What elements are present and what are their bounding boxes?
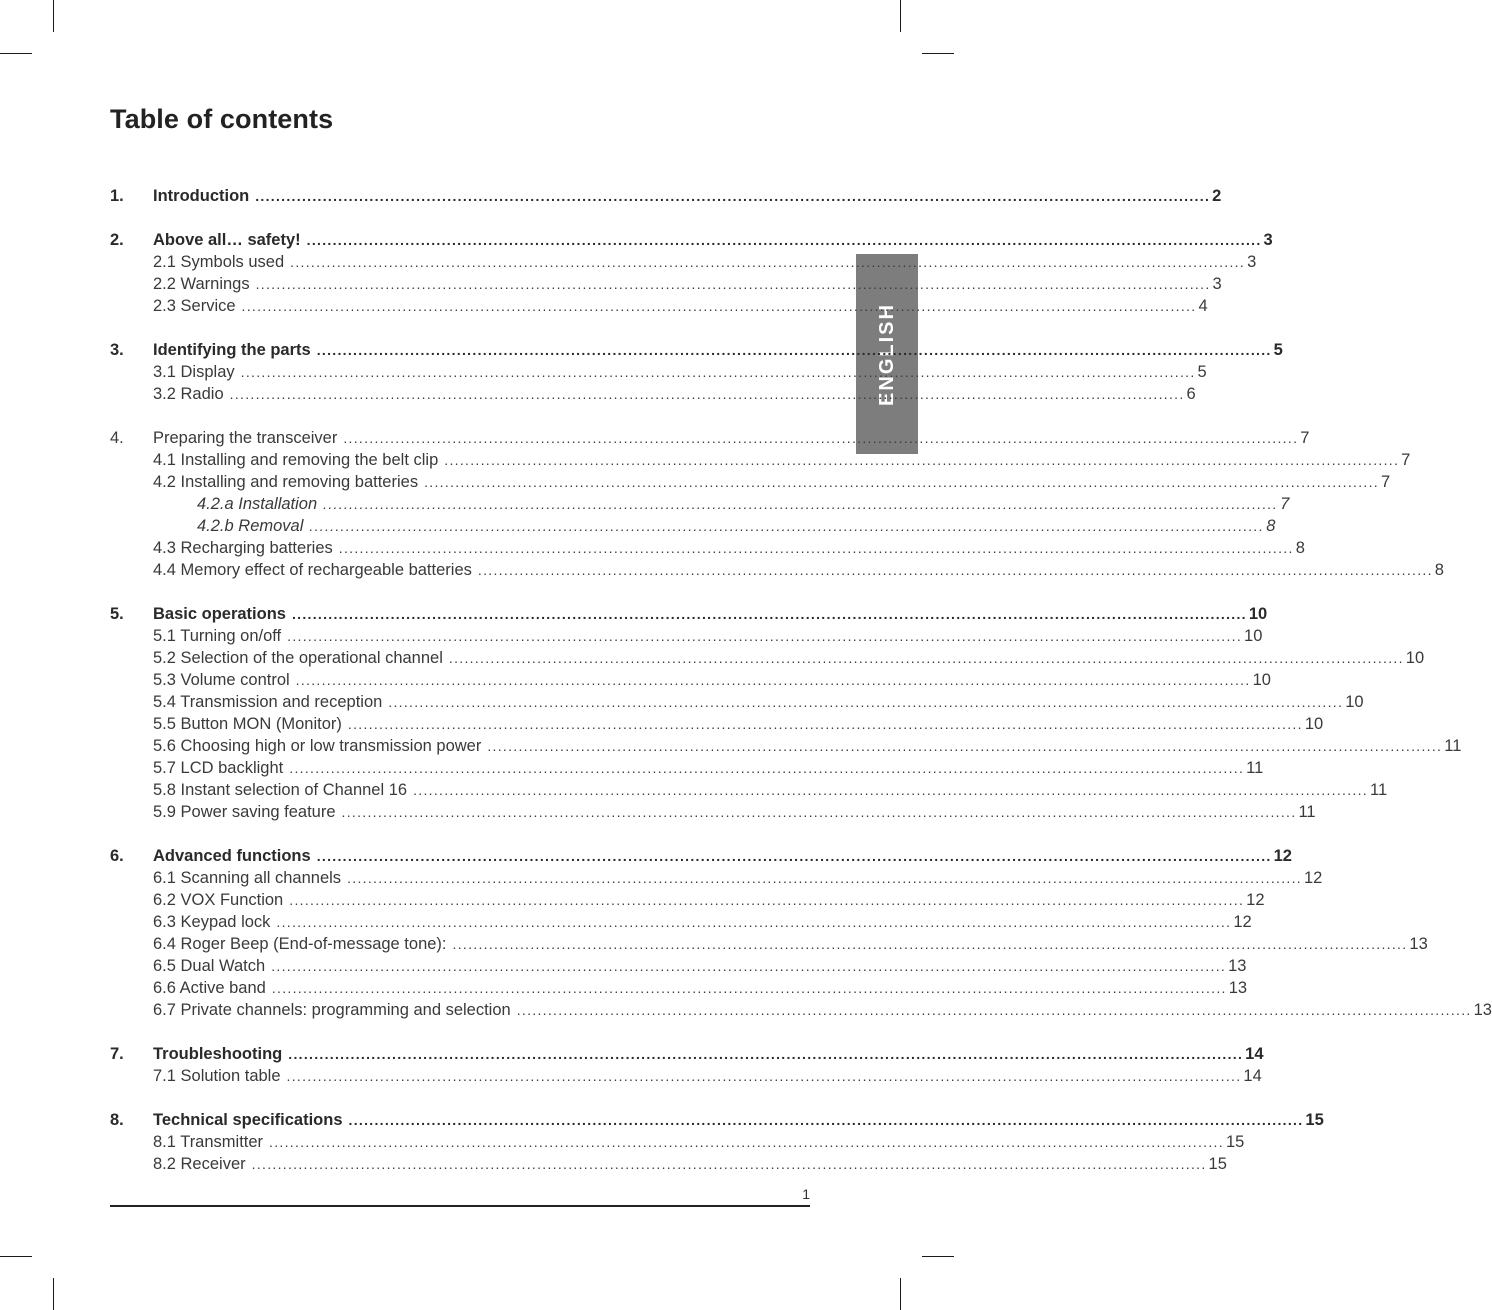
dot-leader: ........................................................................................................................................................................................ xyxy=(413,782,1368,798)
toc-chapter-entry[interactable] xyxy=(110,185,1222,207)
dot-leader: ........................................................................................................................................................................................ xyxy=(347,870,1302,886)
chapter-page-number: 7 xyxy=(1300,429,1310,447)
chapter-title: Advanced functions xyxy=(153,847,311,865)
dot-leader: ........................................................................................................................................................................................ xyxy=(343,430,1299,446)
chapter-title: Above all… safety! xyxy=(153,231,301,249)
toc-section xyxy=(110,427,1444,581)
crop-mark xyxy=(900,1278,901,1310)
toc-section xyxy=(110,1043,1264,1087)
page-title: Table of contents xyxy=(110,104,334,134)
dot-leader: ........................................................................................................................................................................................ xyxy=(452,936,1408,952)
dot-leader: ........................................................................................................................................................................................ xyxy=(271,958,1227,974)
entry-title: 5.3 Volume control xyxy=(153,671,290,689)
entry-page-number: 11 xyxy=(1298,803,1316,821)
toc-subsection-entry[interactable] xyxy=(110,999,1492,1021)
dot-leader: ........................................................................................................................................................................................ xyxy=(240,364,1196,380)
toc-subsection-entry[interactable] xyxy=(110,911,1252,933)
entry-page-number: 8 xyxy=(1295,539,1305,557)
entry-title: 4.2.b Removal xyxy=(197,517,304,535)
toc-chapter-entry[interactable] xyxy=(110,603,1268,625)
chapter-page-number: 2 xyxy=(1212,187,1222,205)
toc-subsection-entry[interactable] xyxy=(110,625,1263,647)
dot-leader: ........................................................................................................................................................................................ xyxy=(288,1046,1244,1062)
dot-leader: ........................................................................................................................................................................................ xyxy=(424,474,1379,490)
chapter-number: 2. xyxy=(110,231,124,249)
dot-leader: ........................................................................................................................................................................................ xyxy=(255,188,1211,204)
crop-mark xyxy=(53,1278,54,1310)
entry-page-number: 13 xyxy=(1473,1001,1492,1019)
dot-leader: ........................................................................................................................................................................................ xyxy=(251,1156,1207,1172)
toc-subsection-entry[interactable] xyxy=(110,735,1462,757)
entry-page-number: 15 xyxy=(1225,1133,1245,1151)
toc-chapter-entry[interactable] xyxy=(110,229,1273,251)
toc-subsection-entry[interactable] xyxy=(110,559,1444,581)
toc-chapter-entry[interactable] xyxy=(110,1043,1264,1065)
dot-leader: ........................................................................................................................................................................................ xyxy=(269,1134,1224,1150)
entry-page-number: 7 xyxy=(1380,473,1391,491)
toc-subsection-entry[interactable] xyxy=(110,383,1196,405)
entry-page-number: 11 xyxy=(1246,759,1264,777)
dot-leader: ........................................................................................................................................................................................ xyxy=(444,452,1400,468)
crop-mark xyxy=(0,1256,32,1257)
chapter-title: Basic operations xyxy=(153,605,286,623)
entry-page-number: 10 xyxy=(1244,627,1263,645)
dot-leader: ........................................................................................................................................................................................ xyxy=(347,716,1303,732)
entry-page-number: 8 xyxy=(1434,561,1444,579)
entry-title: 5.8 Instant selection of Channel 16 xyxy=(153,781,408,799)
entry-page-number: 13 xyxy=(1228,957,1247,975)
crop-mark xyxy=(53,0,54,32)
page-number: 1 xyxy=(802,1186,810,1202)
chapter-number: 3. xyxy=(110,341,124,359)
toc-subsubsection-entry[interactable] xyxy=(110,493,1290,515)
entry-page-number: 12 xyxy=(1233,913,1252,931)
toc-chapter-entry[interactable] xyxy=(110,427,1310,449)
dot-leader: ........................................................................................................................................................................................ xyxy=(287,628,1243,644)
chapter-title: Technical specifications xyxy=(153,1111,343,1129)
chapter-page-number: 14 xyxy=(1245,1045,1264,1063)
dot-leader: ........................................................................................................................................................................................ xyxy=(286,1068,1242,1084)
entry-title: 6.3 Keypad lock xyxy=(153,913,271,931)
chapter-title: Identifying the parts xyxy=(153,341,311,359)
entry-page-number: 10 xyxy=(1405,649,1425,667)
dot-leader: ........................................................................................................................................................................................ xyxy=(341,804,1297,820)
chapter-page-number: 15 xyxy=(1305,1111,1324,1129)
entry-page-number: 5 xyxy=(1197,363,1207,381)
chapter-page-number: 12 xyxy=(1273,847,1292,865)
chapter-page-number: 10 xyxy=(1248,605,1268,623)
dot-leader: ........................................................................................................................................................................................ xyxy=(295,672,1251,688)
toc-subsection-entry[interactable] xyxy=(110,471,1391,493)
entry-page-number: 14 xyxy=(1243,1067,1262,1085)
chapter-title: Troubleshooting xyxy=(153,1045,283,1063)
entry-title: 6.7 Private channels: programming and selection xyxy=(153,1001,511,1019)
entry-page-number: 12 xyxy=(1303,869,1323,887)
dot-leader: ........................................................................................................................................................................................ xyxy=(309,518,1265,534)
entry-page-number: 11 xyxy=(1370,781,1388,799)
crop-mark xyxy=(922,53,954,54)
toc-chapter-entry[interactable] xyxy=(110,1109,1324,1131)
crop-mark xyxy=(0,53,32,54)
dot-leader: ........................................................................................................................................................................................ xyxy=(291,606,1247,622)
toc-subsection-entry[interactable] xyxy=(110,889,1265,911)
entry-page-number: 3 xyxy=(1247,253,1257,271)
toc-subsubsection-entry[interactable] xyxy=(110,515,1276,537)
chapter-number: 6. xyxy=(110,847,124,865)
toc-chapter-entry[interactable] xyxy=(110,845,1292,867)
entry-page-number: 6 xyxy=(1186,385,1196,403)
toc-subsection-entry[interactable] xyxy=(110,295,1208,317)
chapter-number: 1. xyxy=(110,187,124,205)
dot-leader: ........................................................................................................................................................................................ xyxy=(290,254,1246,270)
toc-subsection-entry[interactable] xyxy=(110,1131,1245,1153)
entry-page-number: 3 xyxy=(1212,275,1222,293)
entry-page-number: 15 xyxy=(1208,1155,1227,1173)
entry-title: 6.4 Roger Beep (End-of-message tone): xyxy=(153,935,447,953)
entry-title: 6.5 Dual Watch xyxy=(153,957,266,975)
entry-page-number: 10 xyxy=(1345,693,1364,711)
entry-page-number: 7 xyxy=(1401,451,1411,469)
entry-title: 7.1 Solution table xyxy=(153,1067,281,1085)
dot-leader: ........................................................................................................................................................................................ xyxy=(477,562,1433,578)
toc-section xyxy=(110,229,1273,317)
toc-subsection-entry[interactable] xyxy=(110,867,1323,889)
toc-section xyxy=(110,185,1222,207)
entry-title: 6.2 VOX Function xyxy=(153,891,284,909)
entry-title: 6.6 Active band xyxy=(153,979,266,997)
chapter-title: Introduction xyxy=(153,187,250,205)
crop-mark xyxy=(900,0,901,32)
toc-subsection-entry[interactable] xyxy=(110,779,1388,801)
toc-subsection-entry[interactable] xyxy=(110,691,1364,713)
toc-subsection-entry[interactable] xyxy=(110,647,1425,669)
toc-chapter-entry[interactable] xyxy=(110,339,1283,361)
entry-title: 5.2 Selection of the operational channel xyxy=(153,649,443,667)
dot-leader: ........................................................................................................................................................................................ xyxy=(271,980,1227,996)
entry-title: 5.5 Button MON (Monitor) xyxy=(153,715,342,733)
dot-leader: ........................................................................................................................................................................................ xyxy=(323,496,1279,512)
entry-page-number: 10 xyxy=(1304,715,1324,733)
chapter-page-number: 5 xyxy=(1273,341,1283,359)
entry-title: 8.1 Transmitter xyxy=(153,1133,264,1151)
chapter-page-number: 3 xyxy=(1263,231,1273,249)
entry-title: 5.4 Transmission and reception xyxy=(153,693,383,711)
entry-title: 4.1 Installing and removing the belt clip xyxy=(153,451,439,469)
toc-subsection-entry[interactable] xyxy=(110,273,1222,295)
entry-title: 4.2.a Installation xyxy=(197,495,318,513)
dot-leader: ........................................................................................................................................................................................ xyxy=(316,342,1272,358)
footer-rule xyxy=(110,1205,810,1207)
dot-leader: ........................................................................................................................................................................................ xyxy=(276,914,1232,930)
entry-page-number: 8 xyxy=(1266,517,1276,535)
toc-subsection-entry[interactable] xyxy=(110,669,1271,691)
entry-page-number: 4 xyxy=(1198,297,1208,315)
dot-leader: ........................................................................................................................................................................................ xyxy=(348,1112,1304,1128)
toc-subsection-entry[interactable] xyxy=(110,361,1207,383)
entry-title: 5.6 Choosing high or low transmission power xyxy=(153,737,482,755)
toc-subsection-entry[interactable] xyxy=(110,449,1411,471)
dot-leader: ........................................................................................................................................................................................ xyxy=(316,848,1272,864)
entry-title: 8.2 Receiver xyxy=(153,1155,246,1173)
entry-page-number: 12 xyxy=(1246,891,1265,909)
dot-leader: ........................................................................................................................................................................................ xyxy=(289,892,1245,908)
dot-leader: ........................................................................................................................................................................................ xyxy=(516,1002,1472,1018)
entry-title: 3.2 Radio xyxy=(153,385,224,403)
toc-section xyxy=(110,603,1462,823)
entry-title: 3.1 Display xyxy=(153,363,235,381)
entry-title: 4.3 Recharging batteries xyxy=(153,539,333,557)
chapter-number: 7. xyxy=(110,1045,124,1063)
dot-leader: ........................................................................................................................................................................................ xyxy=(388,694,1344,710)
dot-leader: ........................................................................................................................................................................................ xyxy=(255,276,1211,292)
toc-subsection-entry[interactable] xyxy=(110,1153,1227,1175)
entry-title: 2.2 Warnings xyxy=(153,275,250,293)
dot-leader: ........................................................................................................................................................................................ xyxy=(487,738,1443,754)
entry-title: 5.9 Power saving feature xyxy=(153,803,336,821)
dot-leader: ........................................................................................................................................................................................ xyxy=(229,386,1185,402)
entry-title: 4.4 Memory effect of rechargeable batteries xyxy=(153,561,472,579)
dot-leader: ........................................................................................................................................................................................ xyxy=(289,760,1245,776)
entry-title: 2.1 Symbols used xyxy=(153,253,285,271)
chapter-number: 5. xyxy=(110,605,124,623)
chapter-number: 8. xyxy=(110,1111,124,1129)
crop-mark xyxy=(922,1256,954,1257)
entry-page-number: 13 xyxy=(1228,979,1248,997)
chapter-title: Preparing the transceiver xyxy=(153,429,338,447)
entry-title: 4.2 Installing and removing batteries xyxy=(153,473,419,491)
toc-subsection-entry[interactable] xyxy=(110,713,1324,735)
dot-leader: ........................................................................................................................................................................................ xyxy=(306,232,1262,248)
dot-leader: ........................................................................................................................................................................................ xyxy=(338,540,1294,556)
toc-section xyxy=(110,845,1492,1021)
toc-subsection-entry[interactable] xyxy=(110,955,1247,977)
entry-page-number: 7 xyxy=(1280,495,1290,513)
toc-subsection-entry[interactable] xyxy=(110,1065,1262,1087)
entry-title: 5.7 LCD backlight xyxy=(153,759,284,777)
dot-leader: ........................................................................................................................................................................................ xyxy=(448,650,1404,666)
language-tab-label: ENGLISH xyxy=(875,302,898,406)
toc-subsection-entry[interactable] xyxy=(110,757,1264,779)
toc-section xyxy=(110,1109,1324,1175)
entry-page-number: 11 xyxy=(1444,737,1462,755)
entry-title: 5.1 Turning on/off xyxy=(153,627,282,645)
dot-leader: ........................................................................................................................................................................................ xyxy=(241,298,1197,314)
entry-page-number: 10 xyxy=(1252,671,1271,689)
toc-subsection-entry[interactable] xyxy=(110,977,1248,999)
chapter-number: 4. xyxy=(110,429,124,447)
toc-subsection-entry[interactable] xyxy=(110,537,1305,559)
entry-title: 6.1 Scanning all channels xyxy=(153,869,342,887)
toc-subsection-entry[interactable] xyxy=(110,933,1428,955)
toc-subsection-entry[interactable] xyxy=(110,801,1316,823)
entry-title: 2.3 Service xyxy=(153,297,236,315)
entry-page-number: 13 xyxy=(1409,935,1428,953)
toc-subsection-entry[interactable] xyxy=(110,251,1257,273)
